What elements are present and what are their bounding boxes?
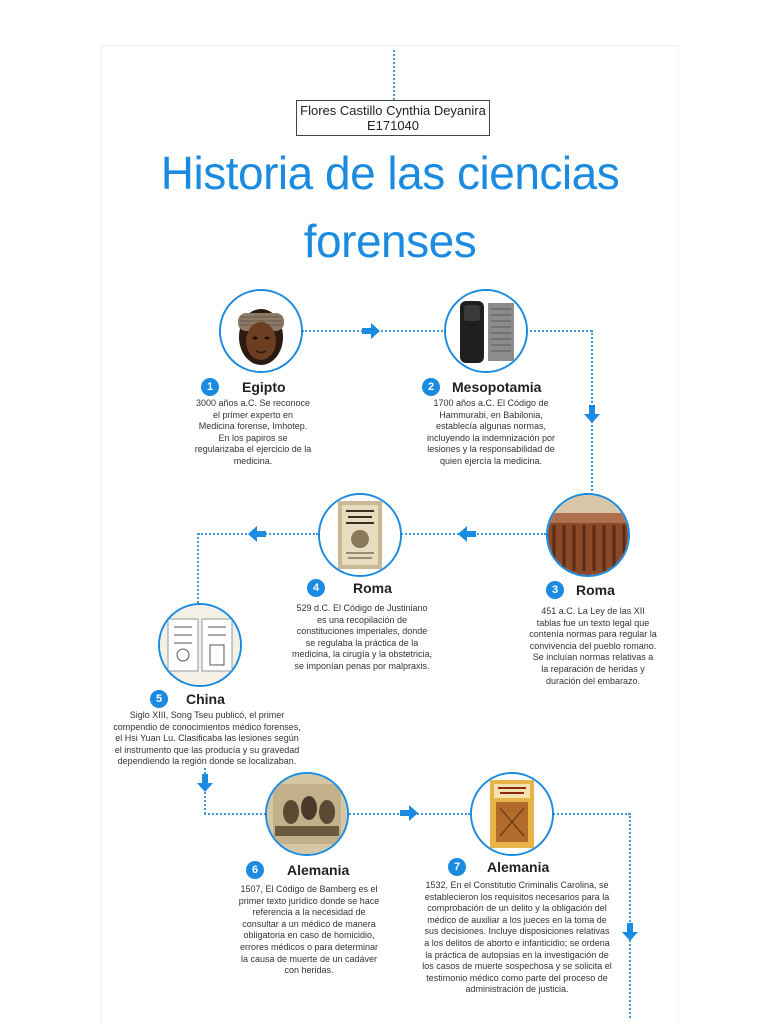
event-text-3: 451 a.C. La Ley de las XII tablas fue un texto legal que contenía normas para regular la convivencia del pueblo romano. Se incluían normas relativas a la reparación de heridas y duración del embarazo.: [529, 606, 657, 686]
guide-line: [629, 813, 631, 1018]
event-place-3: Roma: [576, 582, 615, 598]
arrow-right-icon: [398, 802, 420, 824]
step-badge-4: 4: [307, 579, 325, 597]
step-badge-7: 7: [448, 858, 466, 876]
guide-line: [197, 533, 199, 603]
event-place-2: Mesopotamia: [452, 379, 542, 395]
china-manuscript-image: [158, 603, 242, 687]
author-box: [296, 100, 490, 136]
guide-line: [526, 330, 592, 332]
step-badge-3: 3: [546, 581, 564, 599]
arrow-left-icon: [246, 523, 268, 545]
step-badge-6: 6: [246, 861, 264, 879]
event-text-6: 1507, El Código de Bamberg es el primer texto jurídico donde se hace referencia a la necesidad de consultar a un médico de manera obligatoria en caso de homicidio, errores médicos o para determinar la causa de muerte de un cadáver con heridas.: [238, 884, 380, 976]
guide-line: [550, 813, 630, 815]
step-badge-5: 5: [150, 690, 168, 708]
page-title: Historia de las ciencias: [160, 147, 620, 199]
event-place-5: China: [186, 691, 225, 707]
event-text-7: 1532, En el Constitutio Criminalis Carolina, se establecieron los requisitos necesarios para la comprobación de un delito y la obligación del médico de auxiliar a los jueces en la toma de sus decisiones. Incluye disposiciones relativas a los delitos de aborto e infanticidio; se ordena la práctica de autopsias en la investigación de los casos de muerte sospechosa y se solicita el testimonio médico como parte del proceso de administración de justicia.: [422, 880, 612, 995]
author-name: Flores Castillo Cynthia Deyanira: [300, 103, 486, 118]
event-place-7: Alemania: [487, 859, 550, 875]
justinian-code-image: [318, 493, 402, 577]
twelve-tables-image: [546, 493, 630, 577]
step-badge-1: 1: [201, 378, 219, 396]
event-place-4: Roma: [353, 580, 392, 596]
arrow-left-icon: [456, 523, 478, 545]
carolina-constitution-image: [470, 772, 554, 856]
arrow-down-icon: [581, 403, 603, 425]
arrow-down-icon: [619, 921, 641, 943]
guide-line: [393, 50, 395, 100]
event-place-1: Egipto: [242, 379, 286, 395]
event-text-2: 1700 años a.C. El Código de Hammurabi, en Babilonia, establecía algunas normas, incluyendo la indemnización por lesiones y la responsabilidad de quien ejercía la medicina.: [426, 398, 556, 466]
arrow-right-icon: [360, 320, 382, 342]
hammurabi-stele-image: [444, 289, 528, 373]
bamberg-code-image: [265, 772, 349, 856]
arrow-down-icon: [194, 772, 216, 794]
step-badge-2: 2: [422, 378, 440, 396]
egypt-portrait-image: [219, 289, 303, 373]
event-text-4: 529 d.C. El Código de Justiniano es una recopilación de constituciones imperiales, donde se regulaba la práctica de la medicina, la cirugía y la obstetricia, se imponían penas por malpraxis.: [291, 603, 433, 671]
author-id: E171040: [366, 118, 420, 133]
event-place-6: Alemania: [287, 862, 350, 878]
guide-line: [204, 813, 266, 815]
page-title-line2: forenses: [303, 215, 477, 267]
event-text-1: 3000 años a.C. Se reconoce el primer experto en Medicina forense, Imhotep. En los papiros se regularizaba el ejercicio de la medicina.: [194, 398, 312, 466]
event-text-5: Siglo XIII, Song Tseu publicó, el primer compendio de conocimientos médico forenses, el Hsi Yuan Lu. Clasificaba las lesiones según el instrumento que las producía y su gravedad dependiendo la región donde se localizaban.: [113, 710, 301, 767]
